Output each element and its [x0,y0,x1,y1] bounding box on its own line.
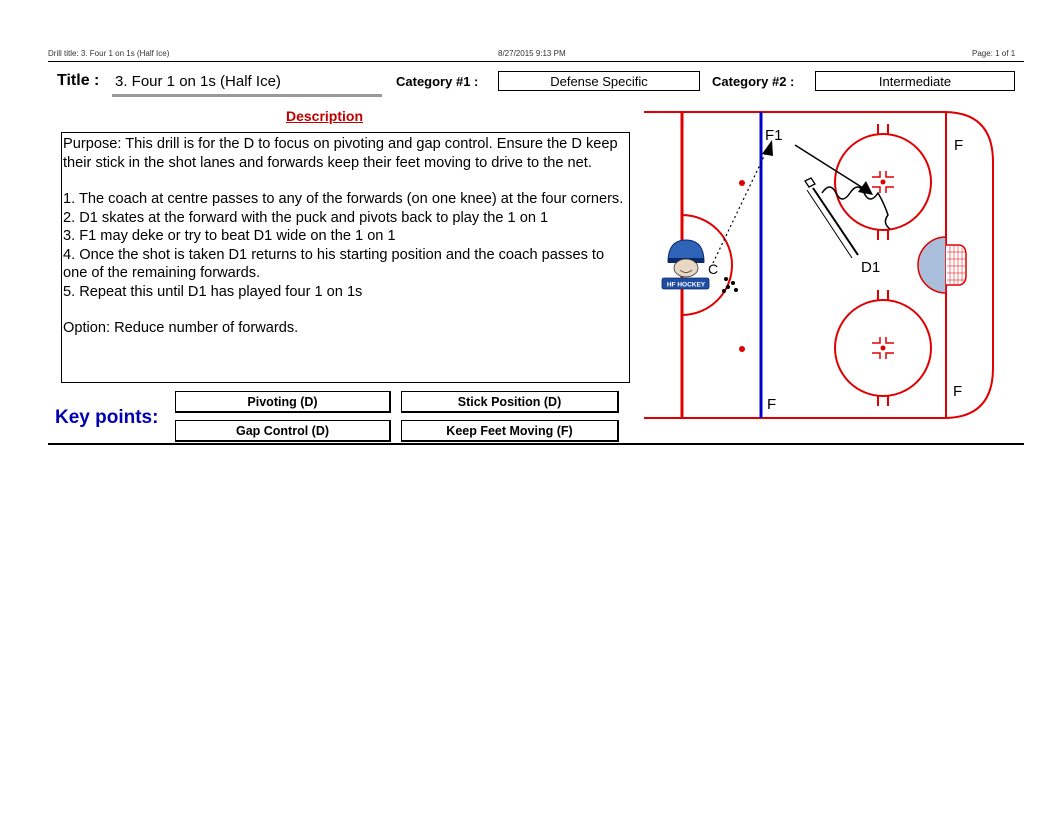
category1-field: Defense Specific [498,71,700,91]
faceoff-circle-top [835,124,931,240]
description-heading: Description [286,108,364,124]
label-f1: F1 [765,127,783,144]
key-point-gap-control: Gap Control (D) [175,420,391,442]
key-points-label: Key points: [55,407,159,428]
key-point-pivoting: Pivoting (D) [175,391,391,413]
description-steps: 1. The coach at centre passes to any of the forwards (on one knee) at the four corners. 2. D1 skates at the forward with the puck and pivots back to play the 1 on 1 3. F1 may deke or try to beat D1 wide on the 1 on 1 4. Once the shot is taken D1 returns to his starting position and the coach passes to one of the remaining forwards. 5. Repeat this until D1 has played four 1 on 1s [63,191,624,300]
faceoff-circle-bottom [835,290,931,406]
label-coach: C [708,261,719,277]
category1-label: Category #1 : [396,74,479,89]
title-underline [112,94,382,97]
d1-backward-line [813,188,858,255]
category2-field: Intermediate [815,71,1015,91]
footer-rule [48,443,1024,445]
title-value: 3. Four 1 on 1s (Half Ice) [115,73,281,90]
key-point-keep-feet-moving: Keep Feet Moving (F) [401,420,619,442]
description-purpose: Purpose: This drill is for the D to focus on pivoting and gap control. Ensure the D keep their stick in the shot lanes and forwards keep their feet moving to drive to the net. [63,136,622,171]
rink-diagram [641,108,995,422]
drill-title-header: Drill title: 3. Four 1 on 1s (Half Ice) [48,49,170,58]
label-f-bottom-left: F [767,396,777,413]
d1-pivot-mark [805,178,815,187]
title-label: Title : [57,72,100,89]
label-f-bottom-right: F [953,383,963,400]
header-rule [48,61,1024,62]
neutral-dot-top [739,180,745,186]
page-number: Page: 1 of 1 [972,49,1016,58]
label-f-top-right: F [954,137,964,154]
neutral-dot-bottom [739,346,745,352]
key-point-stick-position: Stick Position (D) [401,391,619,413]
d1-backward-line-2 [807,190,852,258]
hf-hockey-logo [662,240,709,289]
description-option: Option: Reduce number of forwards. [63,320,299,336]
category2-label: Category #2 : [712,74,795,89]
label-d1: D1 [861,259,881,276]
goal-net [946,245,966,285]
print-datetime: 8/27/2015 9:13 PM [498,49,566,58]
goal-crease [918,237,946,293]
description-box [61,132,630,383]
logo-text: HF HOCKEY [666,281,706,289]
